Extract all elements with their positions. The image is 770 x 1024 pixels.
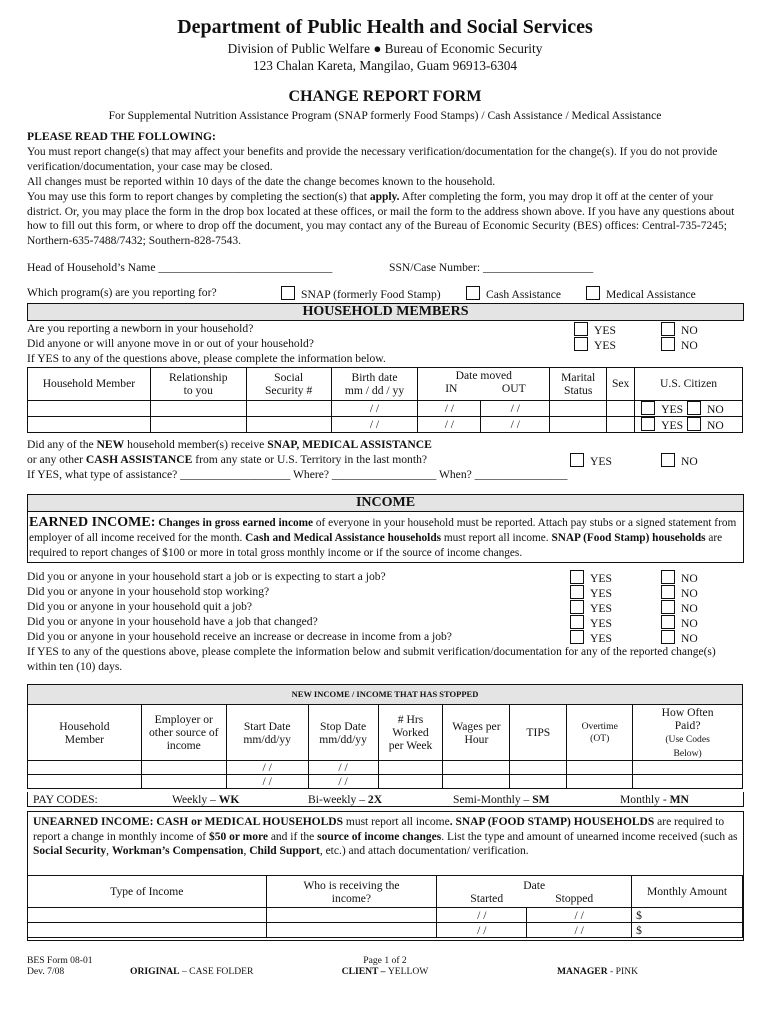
new-income-table [27,684,743,789]
cell[interactable]: / / [437,908,527,923]
instructions-text-2: After completing the form, you may drop it off at the center of your district. Or, you may place the form in the drop box located at these offices, or mail the form to the address shown above. If you have any questions about how to fill out this form, or where to drop off the document, you may contact any of the Bureau of Economic Security (BES) offices: Central-735-7245; Northern-635-7488/7432; Southern-828-7543. [27,191,735,247]
yes-label: YES [594,339,616,352]
checkbox-icon[interactable] [574,337,588,351]
text: are required to report changes of $100 or more in total gross monthly income or if the source of income changes. [29,532,723,559]
yes-label: YES [661,402,684,416]
checkbox-icon[interactable] [661,615,675,629]
col-tips [510,705,567,761]
checkbox-icon[interactable] [570,600,584,614]
earned-income-title: EARNED INCOME: [29,515,156,530]
cell[interactable] [607,400,635,416]
new-income-title: NEW INCOME / INCOME THAT HAS STOPPED [28,685,743,705]
label: Household Member [42,377,136,391]
division-line: Division of Public Welfare ● Bureau of Economic Security [227,41,543,56]
no-label: NO [681,455,698,468]
head-of-household-field[interactable]: Head of Household’s Name ______________________________ [27,261,333,274]
text-bold: 2X [367,793,383,806]
text: - PINK [607,966,639,977]
checkbox-icon[interactable] [570,453,584,467]
page-number: Page 1 of 2 [363,955,407,966]
label: other source of [148,726,219,739]
copy-manager [557,966,638,978]
label: Stopped [555,891,594,905]
cell[interactable] [633,761,743,775]
cell[interactable] [246,400,331,416]
label: Monthly Amount [646,885,728,898]
citizen-cell[interactable] [635,416,743,432]
no-label: NO [707,402,724,416]
yes-label: YES [590,572,612,585]
label: Member [64,732,105,746]
no-label: NO [681,617,698,630]
yes-label: YES [590,587,612,600]
text-bold: Changes in gross earned income [158,517,314,529]
text-bold: NEW [96,438,125,451]
cash-label: Cash Assistance [486,288,562,301]
label: mm / dd / yy [344,383,405,397]
text: YELLOW [387,966,429,977]
checkbox-icon[interactable] [687,401,701,415]
no-label: NO [681,324,698,337]
no-label: NO [681,632,698,645]
col-who-receiving [266,876,437,908]
text: household member(s) receive [124,438,268,451]
cell[interactable] [266,908,437,923]
label: income [166,739,201,752]
text: Did any of the [27,438,97,451]
label: IN [445,382,458,395]
label: Type of Income [110,885,184,898]
label: How Often [661,705,714,719]
cell[interactable] [141,761,226,775]
label: Started [470,891,504,905]
cell[interactable]: / / [437,923,527,938]
cell[interactable] [510,775,567,789]
yes-label: YES [590,632,612,645]
snap-label: SNAP (formerly Food Stamp) [301,288,441,301]
table-row[interactable] [28,908,743,923]
checkbox-icon[interactable] [661,337,675,351]
new-member-no[interactable] [661,453,698,470]
text-bold: Cash and Medical Assistance households [245,532,441,544]
medical-assistance-checkbox[interactable] [586,286,696,303]
pay-codes-label: PAY CODES: [33,793,98,806]
income-instruction: If YES to any of the questions above, please complete the information below and submit verification/documentation for any of the reported change(s) within ten (10) days. [27,646,716,673]
table-row[interactable] [28,400,743,416]
form-revision: Dev. 7/08 [27,966,65,977]
cell[interactable] [141,775,226,789]
checkbox-icon[interactable] [570,570,584,584]
cell[interactable] [28,908,267,923]
label: Worked [392,726,429,739]
checkbox-icon[interactable] [570,585,584,599]
checkbox-icon[interactable] [466,286,480,300]
cell[interactable] [378,775,443,789]
text-bold: ORIGINAL [130,966,180,977]
label: mm/dd/yy [243,732,291,746]
text-bold: SNAP, MEDICAL ASSISTANCE [267,438,432,451]
copy-original [130,966,253,978]
pay-code-biweekly [308,793,382,808]
col-relationship [150,368,246,401]
household-members-header: HOUSEHOLD MEMBERS [27,303,744,321]
text: or any other [27,453,86,466]
text: , [106,845,112,858]
no-label: NO [681,572,698,585]
instructions-heading: PLEASE READ THE FOLLOWING: [27,130,216,143]
cell[interactable] [567,761,633,775]
label: OUT [501,382,526,395]
new-member-question-2 [27,453,427,468]
text: Monthly - [620,793,670,806]
label: TIPS [526,726,551,739]
label: (OT) [590,732,610,744]
label: Security # [264,383,313,397]
pay-code-monthly [620,793,689,808]
table-row[interactable] [28,416,743,432]
label: Paid? [674,718,701,732]
label: Household [59,719,110,733]
label: Wages per [452,719,501,733]
unearned-income-table [27,875,743,938]
text-bold: . SNAP (FOOD STAMP) HOUSEHOLDS [449,816,655,828]
no-label: NO [681,587,698,600]
medical-label: Medical Assistance [606,288,696,301]
col-wages [443,705,510,761]
move-no[interactable] [661,337,698,354]
text: of everyone in your household must be reported. Attach pay stubs or a signed statement from employer of all income received for the month. [29,517,737,544]
cell[interactable] [550,416,607,432]
text: – CASE FOLDER [179,966,254,977]
text-bold: $50 or more [208,830,268,843]
text: Weekly – [172,793,219,806]
text-bold: MANAGER [557,966,608,977]
col-birth-date [331,368,418,401]
yes-label: YES [594,324,616,337]
form-subtitle: For Supplemental Nutrition Assistance Program (SNAP formerly Food Stamps) / Cash Assistance / Medical Assistance [108,109,662,122]
checkbox-icon[interactable] [661,453,675,467]
yes-label: YES [590,617,612,630]
cell[interactable] [443,775,510,789]
label: Social [274,370,304,384]
cell[interactable] [28,416,151,432]
col-household-member [28,705,142,761]
label: Sex [611,377,630,391]
form-title: CHANGE REPORT FORM [288,88,482,105]
text-bold: source of income changes [317,830,442,843]
label: per Week [388,739,433,752]
cell[interactable] [550,400,607,416]
checkbox-icon[interactable] [661,322,675,336]
earned-income-text [29,515,741,561]
cell[interactable] [150,400,246,416]
income-question-2: Did you or anyone in your household stop working? [27,585,270,598]
instructions-paragraph-2: All changes must be reported within 10 days of the date the change becomes known to the household. [27,176,496,188]
address-line: 123 Chalan Kareta, Mangilao, Guam 96913-6304 [252,58,518,73]
cell[interactable]: / / [481,416,550,432]
department-title: Department of Public Health and Social Services [177,16,593,38]
label: (Use Codes [665,733,710,745]
col-monthly-amount [632,876,743,908]
pay-code-weekly [172,793,239,808]
instructions-paragraph-3 [27,190,743,248]
text-bold: SM [532,793,550,806]
copy-client [320,966,450,978]
cell[interactable]: / / [481,400,550,416]
col-date-moved [418,368,550,400]
cell[interactable]: / / [527,908,632,923]
cell[interactable]: $ [632,923,743,938]
no-label: NO [681,602,698,615]
cell[interactable] [378,761,443,775]
label: Status [564,383,593,397]
label: mm/dd/yy [319,732,367,746]
col-hours-worked [378,705,443,761]
cell[interactable] [28,923,267,938]
cash-assistance-checkbox[interactable] [466,286,561,303]
table-row[interactable] [28,923,743,938]
cell[interactable]: / / [308,761,378,775]
checkbox-icon[interactable] [641,401,655,415]
text-bold: Workman’s Compensation [111,845,244,858]
label: Stop Date [320,719,367,733]
text: , etc.) and attach documentation/ verification. [319,845,529,858]
text-bold: SNAP (Food Stamp) households [551,532,706,544]
text: and if the [267,830,318,843]
label: Birth date [351,370,398,384]
cell[interactable]: / / [226,775,308,789]
unearned-income-text [33,815,738,859]
label: U.S. Citizen [660,377,718,391]
household-instruction: If YES to any of the questions above, please complete the information below. [27,352,386,365]
text-bold: Child Support [249,845,320,858]
cell[interactable]: / / [331,400,418,416]
new-member-yes[interactable] [570,453,612,470]
assistance-type-field[interactable]: If YES, what type of assistance? ___________________ Where? __________________ When? ________________ [27,468,568,481]
text: . List the type and amount of unearned income received (such as [441,830,738,843]
cell[interactable] [28,775,142,789]
text-bold: CASH ASSISTANCE [85,453,193,466]
cell[interactable]: $ [632,908,743,923]
citizen-cell[interactable] [635,400,743,416]
cell[interactable] [607,416,635,432]
cell[interactable] [28,761,142,775]
checkbox-icon[interactable] [661,570,675,584]
col-overtime [567,705,633,761]
ssn-case-number-field[interactable]: SSN/Case Number: ___________________ [389,261,594,274]
checkbox-icon[interactable] [661,585,675,599]
cell[interactable] [510,761,567,775]
cell[interactable] [443,761,510,775]
cell[interactable]: / / [226,761,308,775]
col-household-member [28,368,151,401]
programs-question: Which program(s) are you reporting for? [27,286,217,299]
col-us-citizen [635,368,743,401]
col-how-often [633,705,743,761]
text: Bi-weekly – [308,793,368,806]
checkbox-icon[interactable] [687,417,701,431]
text-bold: WK [218,793,240,806]
text: must report all income. [441,532,552,544]
household-members-table [27,367,743,433]
snap-checkbox[interactable] [281,286,441,303]
cell[interactable] [28,400,151,416]
label: Who is receiving the [303,878,400,892]
yes-label: YES [590,602,612,615]
checkbox-icon[interactable] [641,417,655,431]
cell[interactable] [567,775,633,789]
col-employer [141,705,226,761]
yes-label: YES [661,418,684,432]
label: # Hrs [397,713,424,726]
instructions-text: You may use this form to report changes by completing the section(s) that [27,191,370,203]
no-label: NO [707,418,724,432]
col-start-date [226,705,308,761]
label: Overtime [581,720,618,732]
cell[interactable] [266,923,437,938]
label: to you [183,383,213,397]
checkbox-icon[interactable] [570,615,584,629]
col-stop-date [308,705,378,761]
col-type-of-income [28,876,267,908]
label: Below) [673,747,702,759]
label: Employer or [154,713,213,726]
income-question-1: Did you or anyone in your household start a job or is expecting to start a job? [27,570,386,583]
pay-code-semimonthly [453,793,550,808]
cell[interactable]: / / [331,416,418,432]
label: Marital [561,370,596,384]
label: Date moved [455,369,512,382]
col-date [437,876,632,908]
cell[interactable] [633,775,743,789]
cell[interactable]: / / [308,775,378,789]
text-bold: Social Security [33,845,107,858]
checkbox-icon[interactable] [570,630,584,644]
text-bold: CLIENT – [341,966,388,977]
move-yes[interactable] [574,337,616,354]
label: Relationship [168,370,228,384]
instructions-apply: apply. [369,191,400,203]
checkbox-icon[interactable] [586,286,600,300]
col-social-security [246,368,331,401]
instructions-paragraph-1: You must report change(s) that may affect your benefits and provide the necessary verification/documentation for the change(s). If you do not provide verification/documentation, your case may be closed. [27,146,718,173]
text: from any state or U.S. Territory in the last month? [192,453,428,466]
label: income? [331,891,372,905]
text: must report all income [343,816,450,828]
new-member-question-1 [27,438,432,453]
label: Date [523,878,546,892]
income-header: INCOME [27,494,744,512]
newborn-question: Are you reporting a newborn in your household? [27,322,254,335]
table-row[interactable] [28,761,743,775]
text: Semi-Monthly – [453,793,533,806]
text: , [243,845,250,858]
cell[interactable] [150,416,246,432]
checkbox-icon[interactable] [281,286,295,300]
yes-label: YES [590,455,612,468]
checkbox-icon[interactable] [661,630,675,644]
move-question: Did anyone or will anyone move in or out of your household? [27,337,314,350]
income-question-4: Did you or anyone in your household have a job that changed? [27,615,318,628]
text: are required to report a change in monthly income of [33,816,725,843]
income-question-5: Did you or anyone in your household receive an increase or decrease in income from a job? [27,630,452,643]
text-bold: MN [669,793,689,806]
cell[interactable] [246,416,331,432]
label: Hour [464,732,489,746]
checkbox-icon[interactable] [574,322,588,336]
text-bold: UNEARNED INCOME: CASH or MEDICAL HOUSEHOLDS [33,816,344,828]
form-number: BES Form 08-01 [27,955,93,966]
income-question-3: Did you or anyone in your household quit a job? [27,600,253,613]
cell[interactable]: / / [418,416,481,432]
table-row[interactable] [28,775,743,789]
col-sex [607,368,635,401]
checkbox-icon[interactable] [661,600,675,614]
no-label: NO [681,339,698,352]
label: Start Date [243,719,291,733]
cell[interactable]: / / [527,923,632,938]
col-marital-status [550,368,607,401]
cell[interactable]: / / [418,400,481,416]
